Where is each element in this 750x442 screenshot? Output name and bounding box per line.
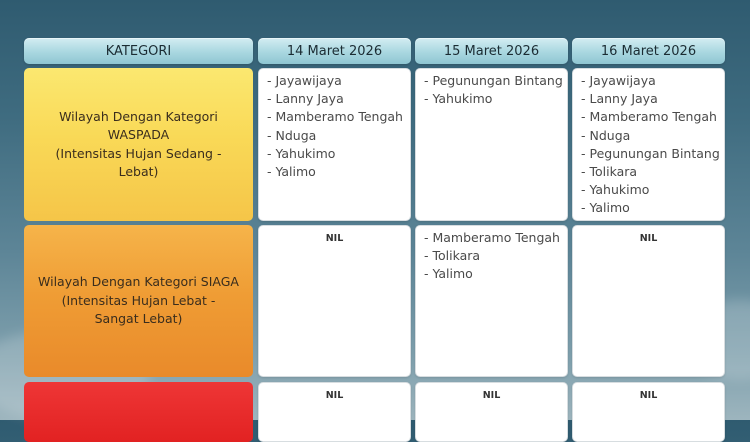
category-awas (24, 382, 253, 442)
list-item: - Yahukimo (424, 91, 493, 107)
siaga-day-3 (572, 225, 725, 377)
list-item: - Mamberamo Tengah (581, 109, 717, 125)
list-item: - Jayawijaya (267, 73, 342, 88)
nil-label: NIL (482, 390, 501, 401)
list-item: - Nduga (267, 127, 317, 143)
list-item: - Tolikara (424, 248, 481, 264)
region-list (416, 69, 567, 108)
list-item: - Lanny Jaya (267, 91, 344, 107)
awas-day-1 (258, 382, 411, 442)
category-waspada (24, 68, 253, 221)
waspada-day-3 (572, 68, 725, 221)
nil-label: NIL (325, 233, 344, 244)
category-siaga-intensity: (Intensitas Hujan Lebat - Sangat Lebat) (61, 292, 216, 327)
nil-label: NIL (639, 233, 658, 244)
list-item: - Nduga (581, 127, 631, 143)
region-list (573, 69, 724, 218)
header-date-1: 14 Maret 2026 (258, 38, 411, 64)
list-item: - Yalimo (581, 200, 630, 216)
list-item: - Pegunungan Bintang (424, 73, 563, 88)
nil-label: NIL (639, 390, 658, 401)
region-list (259, 69, 410, 181)
siaga-day-1 (258, 225, 411, 377)
category-siaga (24, 225, 253, 377)
awas-day-2 (415, 382, 568, 442)
list-item: - Pegunungan Bintang (581, 145, 720, 161)
siaga-day-2 (415, 225, 568, 377)
category-waspada-intensity: (Intensitas Hujan Sedang - Lebat) (55, 145, 222, 179)
list-item: - Mamberamo Tengah (424, 230, 560, 245)
region-list (416, 226, 567, 284)
category-siaga-title: Wilayah Dengan Kategori SIAGA (38, 274, 239, 290)
list-item: - Jayawijaya (581, 73, 656, 88)
header-date-2: 15 Maret 2026 (415, 38, 568, 64)
waspada-day-1 (258, 68, 411, 221)
list-item: - Yalimo (267, 164, 316, 180)
header-kategori: KATEGORI (24, 38, 253, 64)
category-waspada-title: Wilayah Dengan Kategori WASPADA (59, 108, 218, 142)
list-item: - Mamberamo Tengah (267, 109, 403, 125)
list-item: - Yalimo (424, 266, 473, 282)
list-item: - Tolikara (581, 164, 638, 180)
header-date-3: 16 Maret 2026 (572, 38, 725, 64)
list-item: - Yahukimo (581, 182, 650, 198)
waspada-day-2 (415, 68, 568, 221)
awas-day-3 (572, 382, 725, 442)
nil-label: NIL (325, 390, 344, 401)
list-item: - Lanny Jaya (581, 91, 658, 107)
list-item: - Yahukimo (267, 145, 336, 161)
